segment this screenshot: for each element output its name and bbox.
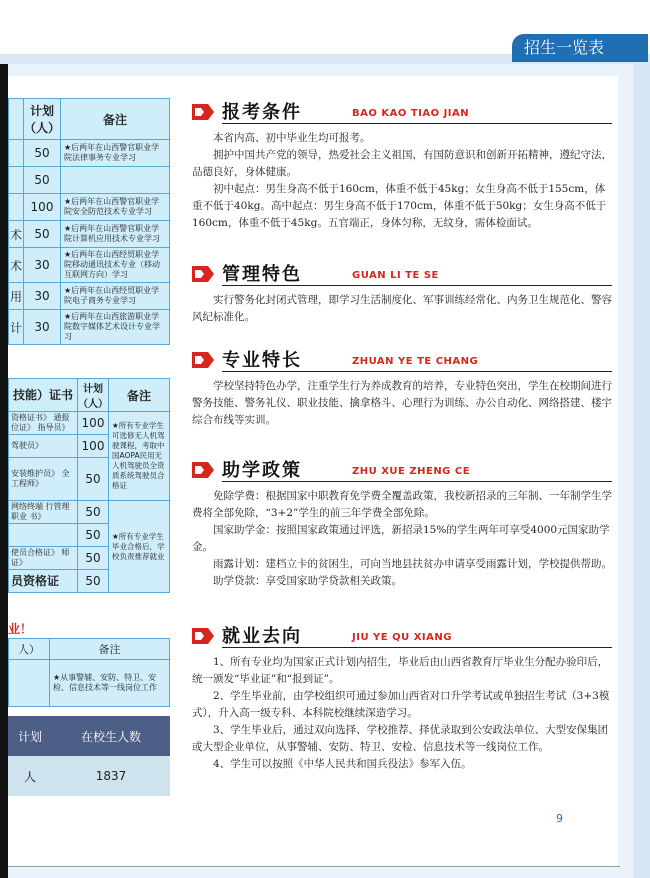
student-count: 1837 xyxy=(95,769,127,783)
section-pinyin: ZHUAN YE TE CHANG xyxy=(352,356,479,367)
header-plan: 计划（人） xyxy=(78,379,109,412)
table-row: 计 30 ★后两年在山西旅游职业学院数字媒体艺术设计专业学习 xyxy=(9,310,170,345)
table-row: 使员合格证》 师证》 50 xyxy=(9,547,170,570)
table-row: 100 ★后两年在山西警官职业学院安全防范技术专业学习 xyxy=(9,194,170,221)
section-body: 实行警务化封闭式管理，即学习生活制度化、军事训练经常化、内务卫生规范化、警容风纪标准化。 xyxy=(192,294,612,323)
table-row: 术 30 ★后两年在山西经贸职业学院移动通讯技术专业（移动互联网方向）学习 xyxy=(9,248,170,283)
section-title: 专业特长 xyxy=(222,350,302,371)
header-students: 在校生人数 xyxy=(80,729,141,744)
table-row: 安装维护员》 全工程师》 50 xyxy=(9,458,170,501)
plan-value: 人 xyxy=(23,769,36,784)
table-row: 50 xyxy=(9,524,170,547)
header-plan: 计划 xyxy=(17,729,42,744)
header-cert: 技能）证书 xyxy=(9,379,78,412)
section-pinyin: ZHU XUE ZHENG CE xyxy=(352,466,471,477)
table-row: 网络终端 行管理职业 书》 50 ★所有专业学生毕业合格后，学校负责推荐就业 xyxy=(9,501,170,524)
header-note: 备注 xyxy=(50,639,170,660)
bottom-divider xyxy=(8,866,620,867)
plan-table-1 xyxy=(8,98,170,345)
section-body: 本省内高、初中毕业生均可报考。 拥护中国共产党的领导，热爱社会主义祖国，有国防意识和创新开拓精神，遵纪守法，品德良好，身体健康。 初中起点：男生身高不低于160cm，体重不低于45kg；女生身高不低于155cm，体重不低于40kg。高中起点：男生身高不低于170cm，体重不低于50kg；女生身高不低于160cm，体重不低于45kg。五官端正，身体匀称，无纹身，需体检面试。 xyxy=(192,132,612,229)
page-number: 9 xyxy=(556,812,563,825)
header-people: 人） xyxy=(9,639,50,660)
section-management xyxy=(192,260,612,326)
slogan-text: 业！ xyxy=(8,622,33,636)
certificate-table xyxy=(8,378,170,593)
table-row: 资格证书》 通报位证》 指导员》 100 ★所有专业学生可选修无人机驾驶课程，考取中国AOPA民用无人机驾驶员全资质系统驾驶员合格证 xyxy=(9,412,170,435)
section-marker-icon xyxy=(192,266,214,282)
section-body: 学校坚持特色办学，注重学生行为养成教育的培养，专业特色突出，学生在校期间进行警务技能、警务礼仪、职业技能、擒拿格斗、心理行为训练、办公自动化、网络搭建、楼宇综合布线等实训。 xyxy=(192,380,612,426)
section-body: 1、所有专业均为国家正式计划内招生，毕业后由山西省教育厅毕业生分配办验印后，统一颁发“毕业证”和“报到证”。 2、学生毕业前，由学校组织可通过参加山西省对口升学考试或单独招生考试（3+3模式），升入高一级专科、本科院校继续深造学习。 3、学生毕业后，通过双向选择、学校推荐、择优录取到公安政法单位、大型安保集团或大型企业单位，从事警辅、安防、特卫、安检、信息技术等一线岗位工作。 4、学生可以按照《中华人民共和国兵役法》参军入伍。 xyxy=(192,656,610,770)
section-marker-icon xyxy=(192,104,214,120)
section-specialty xyxy=(192,346,612,429)
section-title: 管理特色 xyxy=(222,264,302,285)
section-title: 就业去向 xyxy=(222,626,302,647)
section-body: 免除学费：根据国家中职教育免学费全覆盖政策，我校新招录的三年制、一年制学生学费将全部免除，“3+2”学生的前三年学费全部免除。 国家助学金：按照国家政策通过评选，新招录15%的学生两年可享受4000元国家助学金。 雨露计划：建档立卡的贫困生，可向当地县扶贫办申请享受雨露计划，学校提供帮助。 助学贷款：享受国家助学贷款相关政策。 xyxy=(192,490,612,587)
section-marker-icon xyxy=(192,628,214,644)
section-title: 报考条件 xyxy=(222,102,302,123)
section-title: 助学政策 xyxy=(222,460,302,481)
section-financial-aid xyxy=(192,456,612,590)
table-row: 术 50 ★后两年在山西警官职业学院计算机应用技术专业学习 xyxy=(9,221,170,248)
employment-table xyxy=(8,638,170,707)
header-note: 备注 xyxy=(61,99,170,140)
table-row: 驾驶员》 100 xyxy=(9,435,170,458)
header-note: 备注 xyxy=(109,379,170,412)
right-edge-strip xyxy=(633,64,650,878)
header-plan: 计划（人） xyxy=(24,99,61,140)
table-row: 50 xyxy=(9,167,170,194)
section-marker-icon xyxy=(192,462,214,478)
section-pinyin: BAO KAO TIAO JIAN xyxy=(352,108,470,119)
table-row: ★从事警辅、安防、特卫、安检、信息技术等一线岗位工作 xyxy=(9,660,170,707)
table-row: 50 ★后两年在山西警官职业学院法律事务专业学习 xyxy=(9,140,170,167)
table-row: 员资格证 50 xyxy=(9,570,170,593)
left-edge xyxy=(0,0,8,878)
header-tab: 招生一览表 xyxy=(512,34,648,62)
section-pinyin: JIU YE QU XIANG xyxy=(352,632,452,643)
section-employment xyxy=(192,622,612,773)
section-pinyin: GUAN LI TE SE xyxy=(352,270,439,281)
section-requirements xyxy=(192,98,612,232)
section-marker-icon xyxy=(192,352,214,368)
enrollment-summary xyxy=(8,716,170,796)
table-row: 用 30 ★后两年在山西经贸职业学院电子商务专业学习 xyxy=(9,283,170,310)
